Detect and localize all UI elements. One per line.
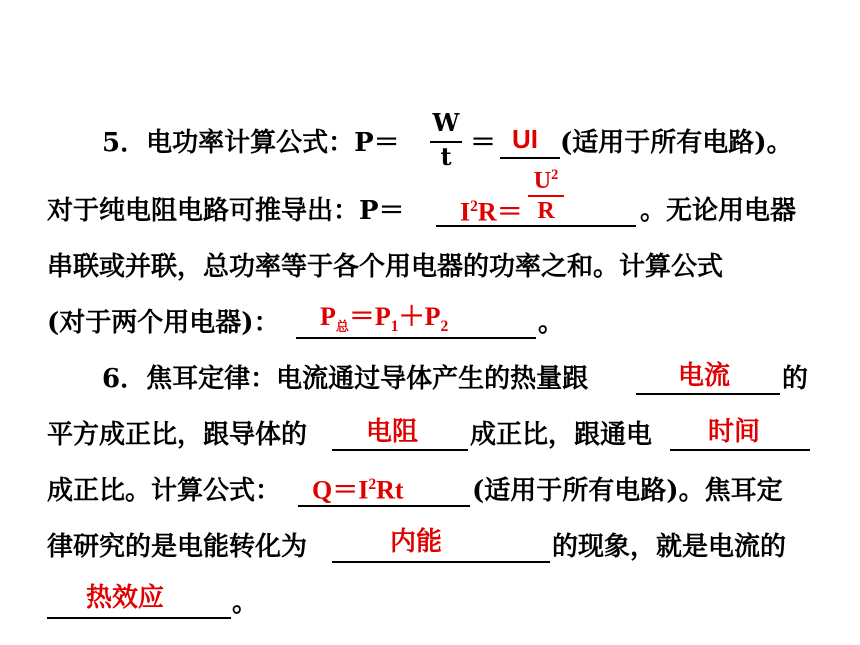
fraction-numerator: W xyxy=(432,108,460,137)
item6-line5-tail: 的 xyxy=(782,364,809,394)
answer-i2r-base: I xyxy=(460,197,471,227)
answer-fraction-u2-over-r xyxy=(528,161,564,227)
answer-time: 时间 xyxy=(708,416,761,446)
item6-line6-text: 平方成正比，跟导体的 xyxy=(47,420,308,450)
answer-i2r-exp: 2 xyxy=(470,198,478,215)
answer-fraction-denominator: R xyxy=(537,198,555,224)
item6-line8-text: 律研究的是电能转化为 xyxy=(47,532,308,562)
answer-joule-formula: $Q=I^2Rt$ xyxy=(312,475,404,505)
item5-line4-tail: 。 xyxy=(538,308,565,338)
item5-line1-text: 5．电功率计算公式：P＝ xyxy=(102,128,400,158)
item6-line8-tail: 的现象，就是电流的 xyxy=(552,532,787,562)
item5-line2-text: 对于纯电阻电路可推导出：P＝ xyxy=(47,196,405,226)
answer-total-power: $P_总=P_1+P_2$ xyxy=(320,302,449,336)
answer-internal-energy: 内能 xyxy=(390,526,443,556)
answer-fraction-numerator: $U^2$ xyxy=(533,167,559,194)
item6-line7-tail: (适用于所有电路)。焦耳定 xyxy=(472,476,783,506)
answer-ui: UI xyxy=(512,124,538,154)
blank-internal-energy xyxy=(332,561,550,563)
answer-current: 电流 xyxy=(678,360,731,390)
item6-line6-mid: 成正比，跟通电 xyxy=(470,420,653,450)
item5-line1-tail: (适用于所有电路)。 xyxy=(560,128,793,158)
fraction-w-over-t xyxy=(430,109,462,173)
answer-heat-effect: 热效应 xyxy=(86,582,165,612)
fraction-denominator: t xyxy=(440,142,452,171)
item5-line3-text: 串联或并联，总功率等于各个用电器的功率之和。计算公式 xyxy=(47,252,724,282)
answer-i2r-rest: R＝ xyxy=(477,197,523,227)
item6-line7-text: 成正比。计算公式： xyxy=(47,476,282,506)
item6-line5-text: 6．焦耳定律：电流通过导体产生的热量跟 xyxy=(102,364,589,394)
answer-resistance: 电阻 xyxy=(366,416,419,446)
item5-line4-text: (对于两个用电器)： xyxy=(47,308,280,338)
item5-line2-tail: 。无论用电器 xyxy=(640,196,797,226)
item6-line9-tail: 。 xyxy=(232,588,259,618)
equals-sign: ＝ xyxy=(470,128,497,158)
blank-heat-effect xyxy=(47,617,231,619)
answer-i2r xyxy=(460,187,523,233)
